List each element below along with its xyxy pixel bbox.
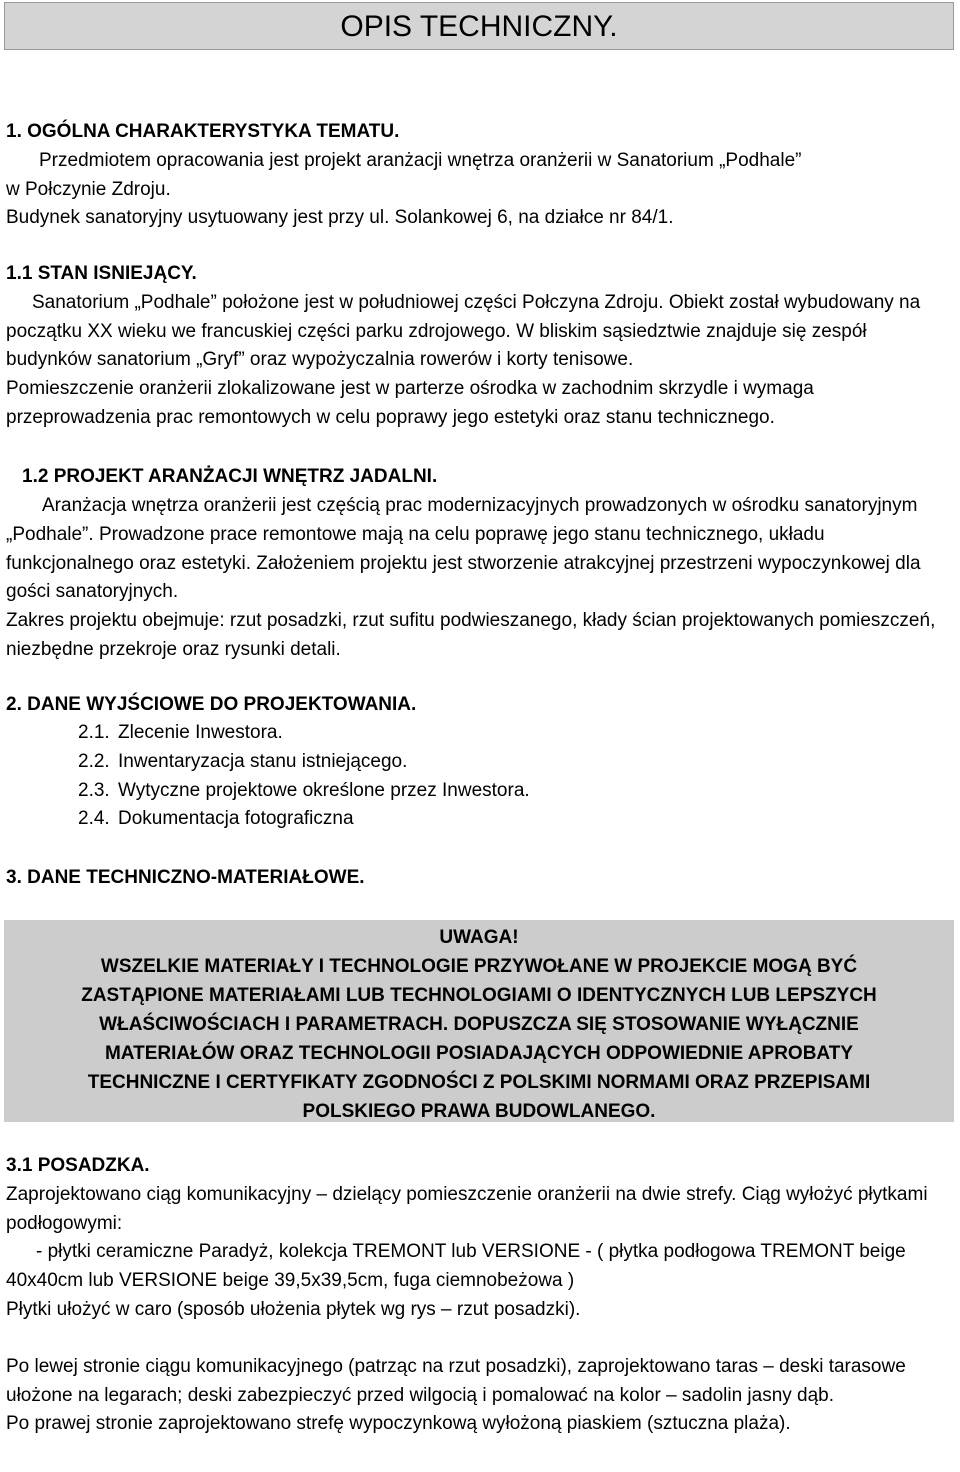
paragraph: Aranżacja wnętrza oranżerii jest częścią prac modernizacyjnych prowadzonych w ośrodku sanatoryjnym „Podhale”. Prowadzone prace remontowe mają na celu poprawę jego stanu technicznego, układu funkcjonalnego oraz estetyki. Założeniem projektu jest stworzenie atrakcyjnej przestrzeni wypoczynkowej dla gości sanatoryjnych. [6,495,921,603]
paragraph: Pomieszczenie oranżerii zlokalizowane jest w parterze ośrodka w zachodnim skrzydle i wymaga przeprowadzenia prac remontowych w celu poprawy jego estetyki oraz stanu technicznego. [6,378,814,428]
paragraph-line: Przedmiotem opracowania jest projekt aranżacji wnętrza oranżerii w Sanatorium „Podhale” [39,149,802,171]
warning-title: UWAGA! [439,927,519,948]
paragraph: Po lewej stronie ciągu komunikacyjnego (patrząc na rzut posadzki), zaprojektowano taras – deski tarasowe ułożone na legarach; deski zabezpieczyć przed wilgocią i pomalować na kolor – sadolin jasny dąb. [6,1355,906,1406]
section-design [22,463,952,492]
section-heading: 3.1 POSADZKA. [6,1155,150,1176]
document-title: OPIS TECHNICZNY. [4,2,954,50]
section-heading: 1. OGÓLNA CHARAKTERYSTYKA TEMATU. [6,121,400,142]
paragraph: - płytki ceramiczne Paradyż, kolekcja TREMONT lub VERSIONE - ( płytka podłogowa TREMONT beige 40x40cm lub VERSIONE beige 39,5x39,5cm, fuga ciemnobeżowa ) [6,1241,906,1292]
input-data-list [78,719,530,834]
section-design-body [6,492,952,665]
paragraph-line: Budynek sanatoryjny usytuowany jest przy ul. Solankowej 6, na działce nr 84/1. [6,207,674,229]
paragraph: Płytki ułożyć w caro (sposób ułożenia płytek wg rys – rzut posadzki). [6,1298,581,1320]
warning-line: MATERIAŁÓW ORAZ TECHNOLOGII POSIADAJĄCYCH ODPOWIEDNIE APROBATY [104,1043,854,1064]
paragraph: Po prawej stronie zaprojektowano strefę wypoczynkową wyłożoną piaskiem (sztuczna plaża). [6,1413,791,1435]
list-item: 2.2. Inwentaryzacja stanu istniejącego. [78,750,408,772]
section-input-data [6,691,952,720]
warning-line: WŁAŚCIWOŚCIACH I PARAMETRACH. DOPUSZCZA SIĘ STOSOWANIE WYŁĄCZNIE [99,1014,859,1035]
paragraph: Zaprojektowano ciąg komunikacyjny – dzielący pomieszczenie oranżerii na dwie strefy. Ciąg wyłożyć płytkami podłogowymi: [6,1183,928,1234]
section-heading: 3. DANE TECHNICZNO-MATERIAŁOWE. [6,867,365,888]
paragraph-line: w Połczynie Zdroju. [6,178,171,200]
paragraph: Sanatorium „Podhale” położone jest w południowej części Połczyna Zdroju. Obiekt został wybudowany na początku XX wieku we francuskiej części parku zdrojowego. W bliskim sąsiedztwie znajduje się zespół budynków sanatorium „Gryf” oraz wypożyczalnia rowerów i korty tenisowe. [6,291,921,371]
section-heading: 1.2 PROJEKT ARANŻACJI WNĘTRZ JADALNI. [22,466,438,487]
section-general [6,118,952,233]
warning-line: POLSKIEGO PRAWA BUDOWLANEGO. [302,1101,656,1122]
list-item: 2.3. Wytyczne projektowe określone przez Inwestora. [78,779,530,801]
section-heading: 2. DANE WYJŚCIOWE DO PROJEKTOWANIA. [6,694,417,715]
section-existing-state [6,260,952,433]
paragraph: Zakres projektu obejmuje: rzut posadzki, rzut sufitu podwieszanego, kłady ścian projektowanych pomieszczeń, niezbędne przekroje oraz rysunki detali. [6,610,936,660]
warning-box [4,920,954,1122]
section-technical [6,864,952,893]
warning-line: TECHNICZNE I CERTYFIKATY ZGODNOŚCI Z POLSKIMI NORMAMI ORAZ PRZEPISAMI [87,1072,871,1093]
warning-line: ZASTĄPIONE MATERIAŁAMI LUB TECHNOLOGIAMI O IDENTYCZNYCH LUB LEPSZYCH [81,985,877,1006]
list-item: 2.1. Zlecenie Inwestora. [78,722,283,743]
section-floor [6,1152,952,1439]
section-heading: 1.1 STAN ISNIEJĄCY. [6,263,197,284]
warning-line: WSZELKIE MATERIAŁY I TECHNOLOGIE PRZYWOŁANE W PROJEKCIE MOGĄ BYĆ [100,956,858,977]
list-item: 2.4. Dokumentacja fotograficzna [78,808,354,830]
